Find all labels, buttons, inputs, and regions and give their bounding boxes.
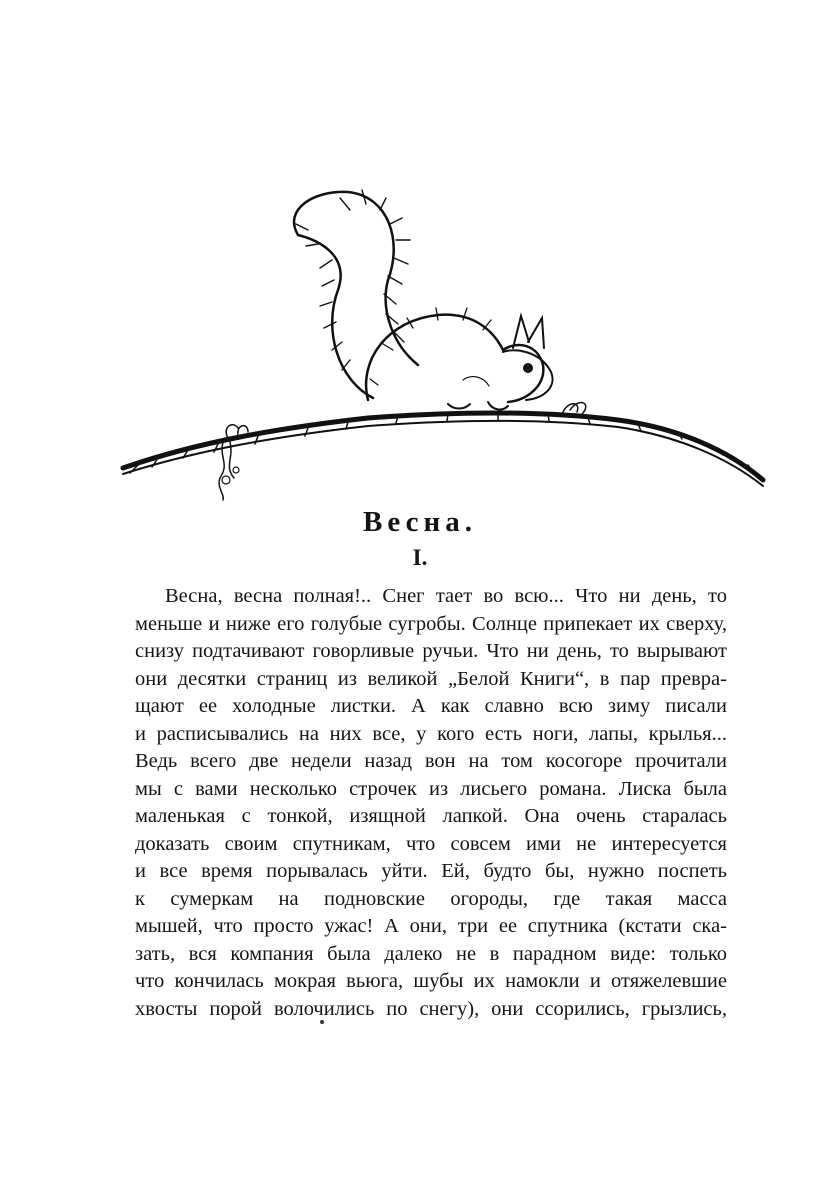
text-line: они десятки страниц из великой „Белой Книги“, в пар превра- bbox=[135, 667, 727, 690]
chapter-paragraph bbox=[135, 583, 727, 1023]
section-number: I. bbox=[412, 545, 428, 570]
text-line: хвосты порой волочились по снегу), они ссорились, грызлись, bbox=[135, 997, 727, 1020]
text-line: и расписывались на них все, у кого есть ноги, лапы, крылья... bbox=[135, 722, 727, 745]
text-line: доказать своим спутникам, что совсем ими не интересуется bbox=[135, 832, 727, 855]
text-line: Ведь всего две недели назад вон на том косогоре прочитали bbox=[135, 750, 727, 772]
squirrel-illustration bbox=[118, 180, 768, 510]
text-line: Весна, весна полная!.. Снег тает во всю... Что ни день, то bbox=[165, 585, 727, 607]
text-line: к сумеркам на подновские огороды, где такая масса bbox=[135, 887, 727, 910]
text-line: щают ее холодные листки. А как славно всю зиму писали bbox=[135, 695, 727, 717]
chapter-title: Весна. bbox=[363, 506, 477, 538]
text-line: мы с вами несколько строчек из лисьего романа. Лиска была bbox=[135, 777, 727, 800]
text-line: что кончилась мокрая вьюга, шубы их намокли и отяжелевшие bbox=[135, 970, 727, 992]
text-line: маленькая с тонкой, изящной лапкой. Она очень старалась bbox=[135, 805, 727, 827]
text-line: зать, вся компания была далеко не в парадном виде: только bbox=[135, 942, 727, 965]
print-speck bbox=[320, 1020, 324, 1024]
text-line: снизу подтачивают говорливые ручьи. Что ни день, то вырывают bbox=[135, 640, 727, 662]
text-line: мышей, что просто ужас! А они, три ее спутника (кстати ска- bbox=[135, 915, 727, 937]
text-line: меньше и ниже его голубые сугробы. Солнце припекает их сверху, bbox=[135, 612, 727, 635]
text-line: и все время порывалась уйти. Ей, будто бы, нужно поспеть bbox=[135, 860, 727, 882]
